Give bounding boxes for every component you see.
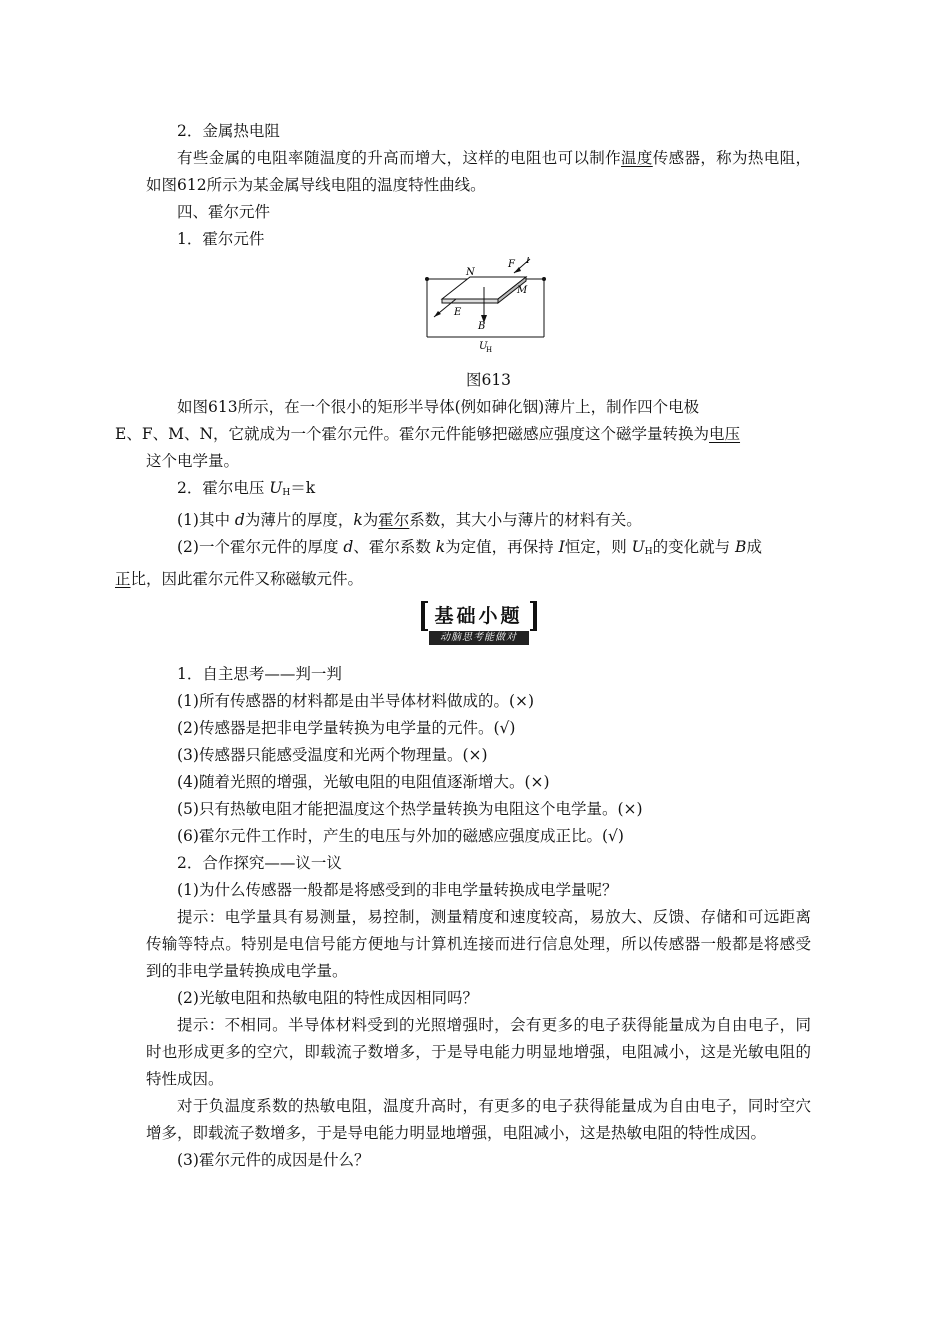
underlined-answer: 温度 <box>621 149 653 167</box>
label-e: E <box>454 307 462 318</box>
label-u-sub: H <box>486 346 493 354</box>
paragraph-hall-description: 如图613所示，在一个很小的矩形半导体(例如砷化铟)薄片上，制作四个电极 E、F、M、N，它就成为一个霍尔元件。霍尔元件能够把磁感应强度这个磁学量转换为电压 这个电学量。 <box>115 398 741 470</box>
judgement-item: (2)传感器是把非电学量转换为电学量的元件。(√) <box>177 719 516 737</box>
badge-subtitle: 动脑思考能做对 <box>429 631 529 645</box>
label-n: N <box>466 267 475 278</box>
hall-voltage-note-2: (2)一个霍尔元件的厚度 d、霍尔系数 k为定值，再保持 I恒定，则 $U_H$的变化就与 B成 正比，因此霍尔元件又称磁敏元件。 <box>115 538 762 588</box>
figure-caption: 图613 <box>465 371 512 389</box>
hall-voltage-heading: 2．霍尔电压 $U_H=k$ <box>177 479 316 498</box>
judgement-item: (1)所有传感器的材料都是由半导体材料做成的。(×) <box>177 692 535 710</box>
page-content <box>115 118 811 1174</box>
badge-title: 基础小题 <box>421 603 537 629</box>
basic-exercises-badge <box>146 603 811 651</box>
judgement-item: (4)随着光照的增强，光敏电阻的电阻值逐渐增大。(×) <box>177 773 550 791</box>
hall-element-figure <box>146 257 811 367</box>
underlined-answer: 正 <box>115 570 131 588</box>
discussion-answer: 对于负温度系数的热敏电阻，温度升高时，有更多的电子获得能量成为自由电子，同时空穴增多，即载流子数增多，于是导电能力明显地增强，电阻减小，这是热敏电阻的特性成因。 <box>146 1097 811 1142</box>
underlined-answer: 电压 <box>709 425 741 443</box>
label-f: F <box>508 259 515 270</box>
paragraph-metal-thermistor: 有些金属的电阻率随温度的升高而增大，这样的电阻也可以制作温度传感器，称为热电阻，如图612所示为某金属导线电阻的温度特性曲线。 <box>146 149 811 194</box>
discussion-heading: 2．合作探究——议一议 <box>177 854 342 872</box>
label-i: I <box>526 257 530 266</box>
discussion-question: (1)为什么传感器一般都是将感受到的非电学量转换成电学量呢？ <box>177 881 618 899</box>
discussion-question: (3)霍尔元件的成因是什么？ <box>177 1151 370 1169</box>
subheading-hall-element: 1．霍尔元件 <box>177 230 265 248</box>
hall-voltage-note-1: (1)其中 d为薄片的厚度，k为霍尔系数，其大小与薄片的材料有关。 <box>177 511 642 529</box>
discussion-answer: 提示：不相同。半导体材料受到的光照增强时，会有更多的电子获得能量成为自由电子，同时也形成更多的空穴，即载流子数增多，于是导电能力明显地增强，电阻减小，这是光敏电阻的特性成因。 <box>146 1016 811 1088</box>
judgement-item: (6)霍尔元件工作时，产生的电压与外加的磁感应强度成正比。(√) <box>177 827 624 845</box>
section-heading-hall-element: 四、霍尔元件 <box>177 203 271 221</box>
discussion-answer: 提示：电学量具有易测量，易控制，测量精度和速度较高，易放大、反馈、存储和可远距离传输等特点。特别是电信号能方便地与计算机连接而进行信息处理，所以传感器一般都是将感受到的非电学量转换成电学量。 <box>146 908 811 980</box>
self-think-heading: 1．自主思考——判一判 <box>177 665 342 683</box>
underlined-answer: 霍尔 <box>378 511 410 529</box>
hall-element-diagram <box>422 257 552 357</box>
label-u: U <box>479 341 488 352</box>
judgement-item: (5)只有热敏电阻才能把温度这个热学量转换为电阻这个电学量。(×) <box>177 800 643 818</box>
judgement-item: (3)传感器只能感受温度和光两个物理量。(×) <box>177 746 488 764</box>
label-b: B <box>478 321 486 332</box>
label-m: M <box>517 285 528 296</box>
section-heading-metal-thermistor: 2．金属热电阻 <box>177 122 280 140</box>
discussion-question: (2)光敏电阻和热敏电阻的特性成因相同吗？ <box>177 989 478 1007</box>
